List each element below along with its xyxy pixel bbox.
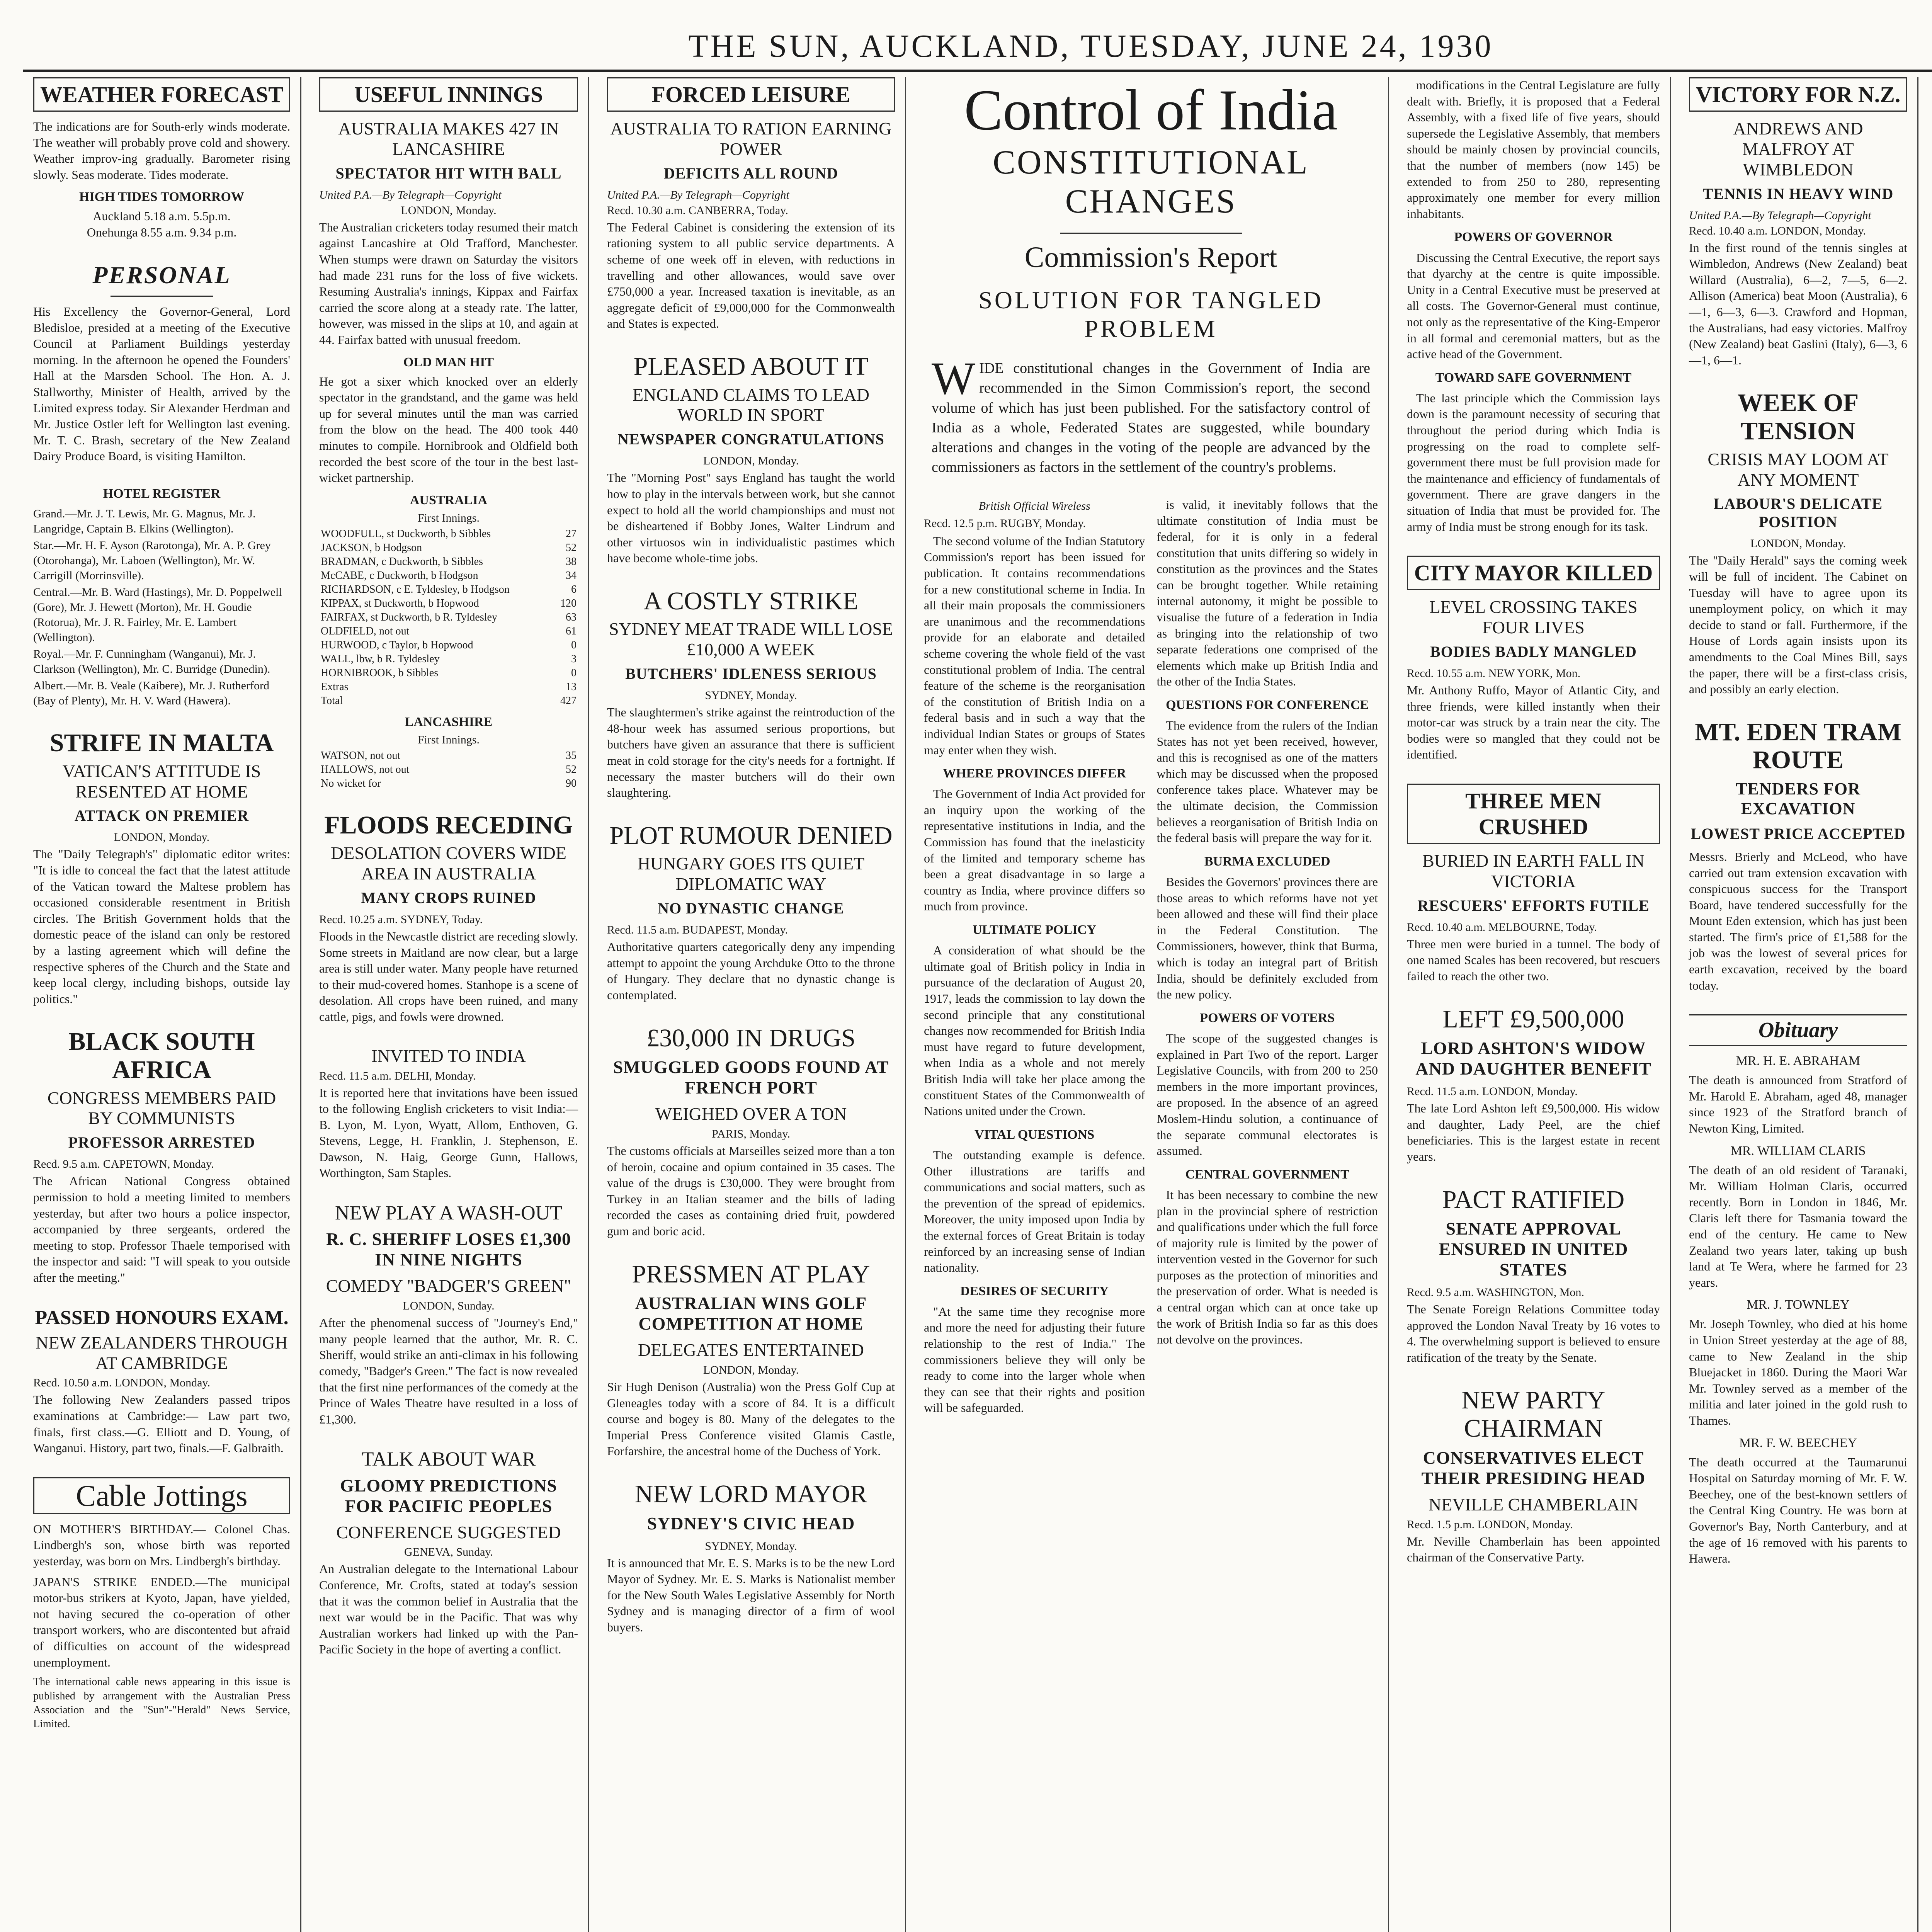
malta-story — [33, 729, 290, 1007]
score-runs: 90 — [566, 777, 577, 789]
left-body: The late Lord Ashton left £9,500,000. His widow and daughter, Lady Peel, are the chief beneficiaries. This is the largest estate in recent years. — [1407, 1101, 1660, 1163]
pressmen-sub: AUSTRALIAN WINS GOLF COMPETITION AT HOME — [635, 1293, 867, 1334]
india-continued — [1407, 77, 1660, 535]
tides-auckland: Auckland 5.18 a.m. 5.5p.m. — [93, 209, 231, 223]
tension-dateline: LONDON, Monday. — [1750, 537, 1846, 550]
obit-body-3: Mr. Joseph Townley, who died at his home in Union Street yesterday at the age of 88, came to New Zealand in the ship Bluejacket in 1860. During the Maori War Mr. Townley served as a member of the militia and later joined in the gold rush to Thames. — [1689, 1317, 1907, 1427]
column-3 — [597, 77, 906, 1932]
floods-head: FLOODS RECEDING — [324, 811, 573, 839]
lead-intro — [932, 352, 1370, 478]
pressmen-head: PRESSMEN AT PLAY — [632, 1260, 870, 1288]
obit-body-4: The death occurred at the Taumarunui Hospital on Saturday morning of Mr. F. W. Beechey, one of the best-known settlers of the Central King Country. He was born at Governor's Bay, North Canterbury, and at the age of 16 removed with his parents to Hawera. — [1689, 1455, 1907, 1566]
obit-name-3: MR. J. TOWNLEY — [1747, 1298, 1850, 1312]
central-head: CENTRAL GOVERNMENT — [1185, 1167, 1349, 1182]
strike-head: A COSTLY STRIKE — [643, 587, 859, 615]
india-cont-body: modifications in the Central Legislature are fully dealt with. Briefly, it is proposed that a Federal Assembly, with a fixed life of five years, should supersede the Legislative Assembly, that members should be mainly chosen by provincial councils, that the number of members (now 145) be extended to from 250 to 280, representing approximately one member for every million inhabitants. — [1407, 78, 1660, 221]
cable-jottings — [33, 1477, 290, 1731]
floods-dateline: Recd. 10.25 a.m. SYDNEY, Today. — [319, 913, 483, 926]
left-story — [1407, 1005, 1660, 1165]
obit-body-2: The death of an old resident of Taranaki, Mr. William Holman Claris, occurred recently. Born in London in 1846, Mr. Claris left there for Tasmania toward the end of the century. He came to New Zealand two years later, taking up bush land at Te Wera, where he farmed for 23 years. — [1689, 1163, 1907, 1289]
hotel-grand: Grand.—Mr. J. T. Lewis, Mr. G. Magnus, Mr. J. Langridge, Captain B. Elkins (Wellington). — [33, 507, 256, 536]
mayor-sydney-story — [607, 1480, 895, 1636]
hotel-royal: Royal.—Mr. F. Cunningham (Wanganui), Mr. J. Clarkson (Wellington), Mr. C. Burridge (Dunedin). — [33, 648, 270, 676]
score-batsman: HORNIBROOK, b Sibbles — [321, 667, 439, 679]
score-row — [319, 763, 578, 777]
lead-solution: SOLUTION FOR TANGLED PROBLEM — [978, 286, 1323, 342]
drugs-sub: SMUGGLED GOODS FOUND AT FRENCH PORT — [613, 1057, 889, 1098]
india-invite-head: INVITED TO INDIA — [371, 1046, 526, 1066]
leisure-story — [607, 77, 895, 332]
crushed-body: Three men were buried in a tunnel. The body of one named Scales has been recovered, but rescuers failed to reach the other two. — [1407, 937, 1660, 983]
pressmen-body: Sir Hugh Denison (Australia) won the Press Golf Cup at Gleneagles today with a score of 84. It is a difficult course and bogey is 80. Many of the delegates to the Imperial Press Conference visited Glamis Castle, Forfarshire, the ancestral home of the Duchess of York. — [607, 1380, 895, 1458]
pleased-sub: ENGLAND CLAIMS TO LEAD WORLD IN SPORT — [633, 384, 869, 425]
personal-body: His Excellency the Governor-General, Lord Bledisloe, presided at a meeting of the Executive Council at Parliament Buildings yesterday morning. In the afternoon he opened the Founders' Hall at the Marsden School. The Hon. A. J. Stallworthy, Minister of Health, arrived by the Limited express today. Sir Alexander Herdman and Mr. Justice Ostler left for Wellington last evening. Mr. T. C. Brash, secretary of the New Zealand Dairy Produce Board, is visiting Hamilton. — [33, 304, 290, 463]
obit-body-1: The death is announced from Stratford of Mr. Harold E. Abraham, aged 48, manager since 1923 of the Stratford branch of Newton King, Limited. — [1689, 1073, 1907, 1136]
lead-subtitle: CONSTITUTIONAL CHANGES — [993, 144, 1309, 220]
ultimate-body: A consideration of what should be the ultimate goal of British policy in India in pursuance of the declaration of August 20, 1917, leads the commission to lay down the second principle that any constitutional changes now recommended for British India must have regard to future development, when India as a whole and not merely British India will take her place among the constituent States of the Commonwealth of Nations united under the Crown. — [924, 943, 1145, 1118]
burma-head: BURMA EXCLUDED — [1204, 854, 1330, 869]
score-runs: 35 — [566, 749, 577, 762]
pleased-dateline: LONDON, Monday. — [703, 454, 799, 468]
sydney-mayor-sub: SYDNEY'S CIVIC HEAD — [647, 1513, 855, 1533]
malta-head: STRIFE IN MALTA — [49, 729, 274, 757]
score-row — [319, 777, 578, 791]
score-runs: 61 — [566, 625, 577, 637]
score-row — [319, 680, 578, 694]
tension-deck: LABOUR'S DELICATE POSITION — [1713, 495, 1883, 531]
hotel-register — [33, 485, 290, 708]
pleased-story — [607, 353, 895, 566]
column-5 — [1397, 77, 1671, 1932]
hotel-star: Star.—Mr. H. F. Ayson (Rarotonga), Mr. A. P. Grey (Otorohanga), Mr. Laboen (Wellington), Mr. W. Carrigill (Morrinsville). — [33, 539, 271, 582]
innings-dateline: LONDON, Monday. — [401, 204, 497, 217]
score-batsman: HURWOOD, c Taylor, b Hopwood — [321, 639, 473, 651]
obituary — [1689, 1014, 1907, 1566]
safe-head: TOWARD SAFE GOVERNMENT — [1435, 370, 1632, 385]
chairman-sub: CONSERVATIVES ELECT THEIR PRESIDING HEAD — [1421, 1447, 1646, 1488]
vital-body: The outstanding example is defence. Other illustrations are tariffs and communications and social matters, such as the prevention of the spread of epidemics. Moreover, the unity imposed upon India by the external forces of Great Britain is today reinforced by an increasing sense of Indian nationality. — [924, 1148, 1145, 1275]
score-row — [319, 611, 578, 624]
innings-head: USEFUL INNINGS — [319, 77, 578, 112]
tension-story — [1689, 389, 1907, 697]
weather-forecast — [33, 77, 290, 241]
tension-sub: CRISIS MAY LOOM AT ANY MOMENT — [1708, 449, 1889, 490]
pressmen-dateline: LONDON, Monday. — [703, 1364, 799, 1377]
floods-sub: DESOLATION COVERS WIDE AREA IN AUSTRALIA — [331, 843, 566, 884]
victory-body: In the first round of the tennis singles at Wimbledon, Andrews (New Zealand) beat Willard (Australia), 6—2, 7—5, 6—2. Allison (America) beat Moon (Australia), 6—1, 6—3, 6—3. Crawford and Hopman, the Australians, had easy victories. Malfroy (New Zealand) beat Gaslini (Italy), 6—3, 6—1, 6—1. — [1689, 240, 1907, 367]
weather-head: WEATHER FORECAST — [33, 77, 290, 112]
governor-head: POWERS OF GOVERNOR — [1454, 230, 1613, 245]
honours-sub: NEW ZEALANDERS THROUGH AT CAMBRIDGE — [36, 1332, 288, 1373]
divider — [1060, 233, 1242, 234]
plot-dateline: Recd. 11.5 a.m. BUDAPEST, Monday. — [607, 923, 788, 937]
lanc-sub: First Innings. — [417, 733, 480, 746]
score-runs: 27 — [566, 527, 577, 540]
india-invite-body: It is reported here that invitations have been issued to the following English cricketers to visit India:—B. Lyon, M. Lyon, Wyatt, Allom, Enthoven, G. Stevens, Legge, H. Franklin, J. Stephenson, E. Dawson, N. Haig, George Gunn, Hallows, Worthington, Sam Staples. — [319, 1085, 578, 1180]
play-deck: COMEDY "BADGER'S GREEN" — [326, 1276, 571, 1296]
africa-deck: PROFESSOR ARRESTED — [68, 1134, 255, 1151]
sydney-mayor-body: It is announced that Mr. E. S. Marks is to be the new Lord Mayor of Sydney. Mr. E. S. Marks is Nationalist member for the New South Wales Legislative Assembly for North Sydney and is managing director of a firm of wool buyers. — [607, 1556, 895, 1634]
hotel-head: HOTEL REGISTER — [103, 486, 221, 501]
play-sub: R. C. SHERIFF LOSES £1,300 IN NINE NIGHTS — [326, 1229, 571, 1270]
score-row — [319, 638, 578, 652]
score-row — [319, 749, 578, 763]
score-runs: 0 — [571, 639, 577, 651]
tram-route-story — [1689, 718, 1907, 994]
chairman-body: Mr. Neville Chamberlain has been appointed chairman of the Conservative Party. — [1407, 1534, 1660, 1565]
city-mayor-story — [1407, 556, 1660, 763]
drugs-head: £30,000 IN DRUGS — [646, 1024, 855, 1052]
play-body: After the phenomenal success of "Journey's End," many people learned that the author, Mr. R. C. Sheriff, would strike an anti-climax in his following comedy, "Badger's Green." The fact is now revealed that the first nine performances of the comedy at the Prince of Wales Theatre have resulted in a loss of £1,300. — [319, 1316, 578, 1426]
left-dateline: Recd. 11.5 a.m. LONDON, Monday. — [1407, 1085, 1578, 1098]
score-runs: 34 — [566, 569, 577, 582]
honours-dateline: Recd. 10.50 a.m. LONDON, Monday. — [33, 1376, 210, 1389]
lead-right-column — [1157, 497, 1378, 1418]
column-7 — [1926, 77, 1932, 1932]
victory-byline: United P.A.—By Telegraph—Copyright — [1689, 209, 1871, 222]
score-runs: 63 — [566, 611, 577, 623]
africa-sub: CONGRESS MEMBERS PAID BY COMMUNISTS — [47, 1088, 276, 1128]
innings-deck: SPECTATOR HIT WITH BALL — [335, 164, 562, 182]
hotel-central: Central.—Mr. B. Ward (Hastings), Mr. D. Poppelwell (Gore), Mr. J. Hewett (Morton), Mr. H. Goudie (Rotorua), Mr. J. R. Fairley, Mr. E. Lambert (Wellington). — [33, 586, 282, 644]
drugs-story — [607, 1024, 895, 1240]
honours-head: PASSED HONOURS EXAM. — [35, 1306, 289, 1329]
score-title: AUSTRALIA — [410, 493, 488, 507]
strike-body: The slaughtermen's strike against the reintroduction of the 48-hour week has assumed serious proportions, but butchers have given an assurance that there is sufficient meat in cold storage for the city's needs for a fortnight. If necessary the master butchers will do their own slaughtering. — [607, 705, 895, 800]
tram-route-body: Messrs. Brierly and McLeod, who have carried out tram extension excavation with conspicuous success for the Transport Board, have tendered successfully for the Mount Eden extension, which has just been started. The firm's price of £1,588 for the job was the lowest of several prices for earth excavation, received by the board today. — [1689, 849, 1907, 992]
score-batsman: OLDFIELD, not out — [321, 625, 410, 637]
score-row — [319, 694, 578, 708]
lead-columns — [924, 497, 1378, 1418]
score-batsman: No wicket for — [321, 777, 381, 789]
plot-story — [607, 822, 895, 1003]
obit-name-1: MR. H. E. ABRAHAM — [1736, 1054, 1861, 1068]
innings-body: The Australian cricketers today resumed their match against Lancashire at Old Trafford, Manchester. When stumps were drawn on Saturday the visitors had made 231 runs for the loss of five wickets. Resuming Australia's innings, Kippax and Fairfax carried the score along at a steady rate. The latter, however, was missed in the slips at 10, and again at 44. Fairfax batted with unusual freedom. — [319, 220, 578, 347]
play-head: NEW PLAY A WASH-OUT — [335, 1202, 562, 1225]
score-row — [319, 666, 578, 680]
victory-deck: TENNIS IN HEAVY WIND — [1702, 185, 1894, 202]
score-batsman: WOODFULL, st Duckworth, b Sibbles — [321, 527, 491, 540]
chairman-head: NEW PARTY CHAIRMAN — [1461, 1386, 1605, 1443]
pact-head: PACT RATIFIED — [1442, 1185, 1625, 1214]
column-1 — [23, 77, 301, 1932]
provinces-body: The Government of India Act provided for an inquiry upon the working of the representative institutions in India, and the Commission has found that the inelasticity of the limited and temporary scheme has been a great disadvantage in so large a country as India, where province differs so much from province. — [924, 787, 1145, 913]
score-row — [319, 583, 578, 597]
score-row — [319, 597, 578, 611]
strike-sub: SYDNEY MEAT TRADE WILL LOSE £10,000 A WEEK — [609, 619, 893, 660]
city-mayor-deck: BODIES BADLY MANGLED — [1430, 643, 1637, 660]
lanc-title: LANCASHIRE — [405, 714, 493, 729]
safe-body: The last principle which the Commission lays down is the paramount necessity of securing that throughout the period during which India is progressing on the road to complete self-government there must be full provision made for the maintenance and efficiency of fundamentals of government. There are grave dangers in the situation of India that must be provided for. The army of India must be strong enough for its task. — [1407, 391, 1660, 534]
tram-route-sub: TENDERS FOR EXCAVATION — [1736, 779, 1861, 818]
leisure-byline: United P.A.—By Telegraph—Copyright — [607, 188, 789, 201]
city-mayor-dateline: Recd. 10.55 a.m. NEW YORK, Mon. — [1407, 667, 1581, 680]
score-batsman: RICHARDSON, c E. Tyldesley, b Hodgson — [321, 583, 510, 595]
score-sub: First Innings. — [417, 511, 480, 524]
column-6 — [1679, 77, 1918, 1932]
vital-head: VITAL QUESTIONS — [975, 1127, 1095, 1142]
obituary-head: Obituary — [1689, 1014, 1907, 1046]
india-invite-story — [319, 1046, 578, 1181]
malta-deck: ATTACK ON PREMIER — [74, 807, 249, 825]
play-story — [319, 1202, 578, 1427]
columns — [23, 77, 1932, 1932]
chairman-story — [1407, 1386, 1660, 1565]
score-batsman: WATSON, not out — [321, 749, 401, 762]
drugs-body: The customs officials at Marseilles seized more than a ton of heroin, cocaine and opium contained in 35 cases. The value of the drugs is £30,000. They were brought from Turkey in an Italian steamer and the bills of lading recorded the cases as containing dried fruit, powdered gum and boric acid. — [607, 1144, 895, 1238]
pleased-head: PLEASED ABOUT IT — [633, 352, 869, 381]
city-mayor-sub: LEVEL CROSSING TAKES FOUR LIVES — [1429, 597, 1638, 638]
score-batsman: McCABE, c Duckworth, b Hodgson — [321, 569, 478, 582]
score-batsman: JACKSON, b Hodgson — [321, 541, 422, 554]
floods-body: Floods in the Newcastle district are receding slowly. Some streets in Maitland are now clear, but a large area is still under water. Many people have returned to their mud-covered homes. Stanhope is a scene of desolation. All crops have been ruined, and many cattle, pigs, and fowls were drowned. — [319, 929, 578, 1024]
score-batsman: KIPPAX, st Duckworth, b Hopwood — [321, 597, 479, 609]
lead-left-body: The second volume of the Indian Statutory Commission's report has been issued for publication. It contains recommendations for a new constitutional scheme in India. In all their main proposals the commissioners are unanimous and the recommendations provide for an elaborate and detailed scheme covering the whole field of the vast constitutional problem of India. The central feature of the scheme is the reorganisation of the constitution of British India on a federal basis and in such a way that the individual Indian States or groups of States may enter when they wish. — [924, 534, 1145, 757]
strike-story — [607, 587, 895, 801]
column-4-lead-story — [914, 77, 1389, 1932]
lead-title: Control of India — [964, 78, 1338, 142]
crushed-head: THREE MEN CRUSHED — [1407, 784, 1660, 844]
ultimate-head: ULTIMATE POLICY — [973, 923, 1097, 937]
city-mayor-body: Mr. Anthony Ruffo, Mayor of Atlantic City, and three friends, were killed instantly when their motor-car was struck by a train near the city. The bodies were so mangled that they could not be identified. — [1407, 683, 1660, 762]
india-invite-dateline: Recd. 11.5 a.m. DELHI, Monday. — [319, 1069, 476, 1082]
voters-body: The scope of the suggested changes is explained in Part Two of the report. Larger Legislative Councils, with from 200 to 250 members in the more important provinces, are proposed. In the absence of an agreed Moslem-Hindu solution, a continuance of the separate communal electorates is assumed. — [1156, 1031, 1378, 1158]
war-story — [319, 1448, 578, 1658]
obit-name-4: MR. F. W. BEECHEY — [1739, 1435, 1857, 1450]
burma-body: Besides the Governors' provinces there are those areas to which reforms have not yet been allowed and these will find their place in the Federal Constitution. The Commissioners, however, think that Burma, which is today an integral part of British India, should be definitely excluded from the new policy. — [1156, 875, 1378, 1002]
floods-story — [319, 811, 578, 1025]
cable-item-1: ON MOTHER'S BIRTHDAY.— Colonel Chas. Lindbergh's son, whose birth was reported yesterday, was born on Mrs. Lindbergh's birthday. — [33, 1522, 290, 1568]
war-head: TALK ABOUT WAR — [361, 1448, 536, 1471]
tension-head: WEEK OF TENSION — [1737, 389, 1859, 446]
governor-body: Discussing the Central Executive, the report says that dyarchy at the centre is quite impossible. Unity in a Central Executive must be preserved at all costs. The Governor-General must continue, not only as the representative of the King-Emperor in all formal and ceremonial matters, but as the active head of the Government. — [1407, 250, 1660, 361]
drop-cap: W — [932, 352, 976, 404]
honours-body: The following New Zealanders passed tripos examinations at Cambridge:— Law part two, finals, first class.—G. Elliott and D. Young, of Wanganui. History, part two, finals.—F. Galbraith. — [33, 1393, 290, 1455]
score-batsman: BRADMAN, c Duckworth, b Sibbles — [321, 555, 483, 568]
honours-story — [33, 1307, 290, 1456]
score-runs: 427 — [560, 694, 577, 707]
provinces-head: WHERE PROVINCES DIFFER — [943, 766, 1126, 781]
score-batsman: FAIRFAX, st Duckworth, b R. Tyldesley — [321, 611, 497, 623]
score-row — [319, 569, 578, 583]
lanc-scorecard — [319, 749, 578, 791]
desires-head: DESIRES OF SECURITY — [960, 1284, 1109, 1298]
desires-body: "At the same time they recognise more and more the need for adjusting their future relationship to the rest of India." The commissioners believe they will only be ready to come into the larger whole when they can see that their rights and position will be safeguarded. — [924, 1304, 1145, 1415]
lead-report: Commission's Report — [1024, 241, 1277, 274]
divider — [111, 296, 213, 297]
tram-route-deck: LOWEST PRICE ACCEPTED — [1690, 825, 1906, 842]
africa-dateline: Recd. 9.5 a.m. CAPETOWN, Monday. — [33, 1158, 214, 1171]
weather-body: The indications are for South-erly winds moderate. The weather will probably prove cold and showery. Weather improv-ing gradually. Barometer rising slowly. Seas moderate. Tides moderate. — [33, 119, 290, 182]
war-dateline: GENEVA, Sunday. — [404, 1546, 493, 1559]
score-batsman: WALL, lbw, b R. Tyldesley — [321, 653, 440, 665]
city-mayor-head: CITY MAYOR KILLED — [1407, 556, 1660, 590]
pressmen-deck: DELEGATES ENTERTAINED — [638, 1340, 864, 1360]
lead-left-column — [924, 497, 1145, 1418]
cable-note: The international cable news appearing in this issue is published by arrangement with the Australian Press Association and the "Sun"-"Herald" News Service, Limited. — [33, 1676, 290, 1730]
leisure-dateline: Recd. 10.30 a.m. CANBERRA, Today. — [607, 204, 788, 217]
score-batsman: HALLOWS, not out — [321, 763, 410, 776]
war-deck: CONFERENCE SUGGESTED — [336, 1522, 561, 1542]
malta-dateline: LONDON, Monday. — [114, 831, 210, 844]
crushed-sub: BURIED IN EARTH FALL IN VICTORIA — [1422, 850, 1645, 891]
plot-body: Authoritative quarters categorically deny any impending attempt to appoint the young Archduke Otto to the throne of Hungary. They declare that no dynastic change is contemplated. — [607, 940, 895, 1002]
score-row — [319, 624, 578, 638]
score-batsman: Extras — [321, 680, 349, 693]
war-body: An Australian delegate to the International Labour Conference, Mr. Crofts, stated at today's session that it was the common belief in Australia that the next war would be in the Pacific. That was why Australian workers had linked up with the Pan-Pacific Society in the hope of averting a conflict. — [319, 1562, 578, 1656]
plot-sub: HUNGARY GOES ITS QUIET DIPLOMATIC WAY — [637, 854, 865, 894]
obit-name-2: MR. WILLIAM CLARIS — [1730, 1143, 1866, 1158]
score-runs: 13 — [566, 680, 577, 693]
lead-dateline: Recd. 12.5 p.m. RUGBY, Monday. — [924, 517, 1086, 530]
score-runs: 38 — [566, 555, 577, 568]
crushed-dateline: Recd. 10.40 a.m. MELBOURNE, Today. — [1407, 920, 1597, 934]
malta-sub: VATICAN'S ATTITUDE IS RESENTED AT HOME — [62, 761, 261, 801]
personal-head: PERSONAL — [92, 261, 231, 289]
malta-body: The "Daily Telegraph's" diplomatic editor writes: "It is idle to conceal the fact that the latest attitude of the Vatican toward the Maltese problem has occasioned considerable resentment in British circles. The British Government holds that the domestic peace of the island can only be restored by a lasting agreement which will define the respective spheres of the Church and the State and keep local clergy, including bishops, outside lay politics." — [33, 847, 290, 1006]
pact-sub: SENATE APPROVAL ENSURED IN UNITED STATES — [1439, 1219, 1628, 1280]
innings-story — [319, 77, 578, 791]
score-row — [319, 652, 578, 666]
chairman-dateline: Recd. 1.5 p.m. LONDON, Monday. — [1407, 1518, 1573, 1531]
score-row — [319, 555, 578, 569]
war-sub: GLOOMY PREDICTIONS FOR PACIFIC PEOPLES — [340, 1475, 557, 1516]
drugs-dateline: PARIS, Monday. — [712, 1128, 790, 1141]
leisure-sub: AUSTRALIA TO RATION EARNING POWER — [610, 119, 892, 159]
questions-head: QUESTIONS FOR CONFERENCE — [1166, 697, 1369, 712]
masthead — [23, 0, 1932, 72]
tides-onehunga: Onehunga 8.55 a.m. 9.34 p.m. — [87, 225, 237, 239]
pleased-body: The "Morning Post" says England has taught the world how to play in the intervals between work, but she cannot expect to hold all the world championships and must not be disheartened if Bobby Jones, Walter Lindrum and other virtuosos win in individualistic pastimes which have become whole-time jobs. — [607, 471, 895, 565]
sydney-mayor-head: NEW LORD MAYOR — [634, 1480, 867, 1509]
hotel-albert: Albert.—Mr. B. Veale (Kaibere), Mr. J. Rutherford (Bay of Plenty), Mr. H. V. Ward (Hawera). — [33, 679, 269, 707]
leisure-head: FORCED LEISURE — [607, 77, 895, 112]
pact-dateline: Recd. 9.5 a.m. WASHINGTON, Mon. — [1407, 1286, 1584, 1299]
score-batsman: Total — [321, 694, 343, 707]
score-runs: 120 — [560, 597, 577, 609]
masthead-title: THE SUN, AUCKLAND, TUESDAY, JUNE 24, 1930 — [688, 28, 1493, 64]
sydney-mayor-dateline: SYDNEY, Monday. — [705, 1539, 797, 1553]
lead-intro-text: IDE constitutional changes in the Government of India are recommended in the Simon Commission's report, the second volume of which has just been published. For the satisfactory control of India as a whole, Federated States are suggested, while boundary alterations and changes in the voting of the people are advanced by the commissioners as factors in the settlement of the country's problems. — [932, 360, 1370, 476]
leisure-deck: DEFICITS ALL ROUND — [663, 164, 838, 182]
africa-body: The African National Congress obtained permission to hold a meeting limited to members yesterday, but after two hours a police inspector, accompanied by three sergeants, ordered the meeting to stop. Professor Thaele temporised with the inspector and said: "I will speak to you outside after the meeting." — [33, 1174, 290, 1284]
victory-dateline: Recd. 10.40 a.m. LONDON, Monday. — [1689, 224, 1866, 237]
pleased-deck: NEWSPAPER CONGRATULATIONS — [617, 430, 884, 448]
pressmen-story — [607, 1260, 895, 1459]
pact-body: The Senate Foreign Relations Committee today approved the London Naval Treaty by 16 votes to 4. The overwhelming support is believed to ensure ratification of the treaty by the Senate. — [1407, 1302, 1660, 1364]
plot-head: PLOT RUMOUR DENIED — [609, 821, 893, 850]
victory-story — [1689, 77, 1907, 368]
innings-sub: AUSTRALIA MAKES 427 IN LANCASHIRE — [338, 119, 559, 159]
score-runs: 52 — [566, 763, 577, 776]
central-body: It has been necessary to combine the new plan in the provincial sphere of restriction and qualifications under which the full force of majority rule is limited by the power of intervention vested in the Governor for such purposes as the protection of minorities and the preservation of order. What is needed is a central organ which can at once take up the work of British India so far as this does not devolve on the provinces. — [1156, 1187, 1378, 1347]
tides-head: HIGH TIDES TOMORROW — [79, 190, 244, 204]
pact-story — [1407, 1186, 1660, 1366]
crushed-deck: RESCUERS' EFFORTS FUTILE — [1417, 896, 1650, 914]
lead-byline: British Official Wireless — [978, 499, 1090, 512]
floods-deck: MANY CROPS RUINED — [361, 889, 536, 907]
cable-item-2: JAPAN'S STRIKE ENDED.—The municipal motor-bus strikers at Kyoto, Japan, have yielded, not having secured the co-operation of other transport workers, who are discontented but afraid of difficulties on account of the widespread unemployment. — [33, 1575, 290, 1669]
africa-head: BLACK SOUTH AFRICA — [68, 1027, 255, 1084]
tension-body: The "Daily Herald" says the coming week will be full of incident. The Cabinet on Tuesday will have to agree upon its unemployment policy, on which it may decide to stand or fall. Furthermore, if the House of Lords again insists upon its amendments to the Coal Mines Bill, says the paper, there will be a first-class crisis, and possibly an early election. — [1689, 553, 1907, 696]
lead-right-body: is valid, it inevitably follows that the ultimate constitution of India must be federal, for it is only in a federal constitution that units differing so widely in constitution as the provinces and the States can be brought together. While retaining internal autonomy, it might be possible to visualise the future of a federation in India as bringing into the relationship of two separate federations one comprised of the elements which make up British India and the other of the India States. — [1156, 497, 1378, 689]
tram-route-head: MT. EDEN TRAM ROUTE — [1695, 718, 1901, 774]
score-runs: 6 — [571, 583, 577, 595]
aus-scorecard — [319, 527, 578, 708]
play-dateline: LONDON, Sunday. — [403, 1299, 495, 1313]
score-runs: 0 — [571, 667, 577, 679]
crushed-story — [1407, 784, 1660, 985]
cable-head: Cable Jottings — [33, 1477, 290, 1514]
score-row — [319, 541, 578, 555]
personal — [33, 262, 290, 464]
strike-dateline: SYDNEY, Monday. — [705, 689, 797, 702]
score-runs: 52 — [566, 541, 577, 554]
chairman-deck: NEVILLE CHAMBERLAIN — [1429, 1494, 1638, 1514]
innings-byline: United P.A.—By Telegraph—Copyright — [319, 188, 502, 201]
score-row — [319, 527, 578, 541]
oldman-body: He got a sixer which knocked over an elderly spectator in the grandstand, and the game was held up for several minutes until the man was carried from the blow on the head. The 400 took 440 minutes to compile. Hornibrook and Oldfield both recorded the best score of the tour in the best last-wicket partnership. — [319, 374, 578, 485]
column-2 — [309, 77, 589, 1932]
oldman-head: OLD MAN HIT — [403, 355, 494, 369]
victory-head: VICTORY FOR N.Z. — [1689, 77, 1907, 112]
score-runs: 3 — [571, 653, 577, 665]
victory-sub: ANDREWS AND MALFROY AT WIMBLEDON — [1733, 119, 1863, 179]
plot-deck: NO DYNASTIC CHANGE — [658, 900, 844, 917]
questions-body: The evidence from the rulers of the Indian States has not yet been received, however, and this is recognised as one of the matters which may be discussed when the proposed conference takes place. Whatever may be the ultimate decision, the Commission believes a reorganisation of British India on the federal basis will prepare the way for it. — [1156, 718, 1378, 845]
leisure-body: The Federal Cabinet is considering the extension of its rationing system to all public service departments. A scheme of one week off in eleven, with reductions in travelling and other allowances, would save over £750,000 a year. Increased taxation is inevitable, as an aggregate deficit of £9,000,000 for the Commonwealth and States is expected. — [607, 220, 895, 331]
voters-head: POWERS OF VOTERS — [1200, 1010, 1335, 1025]
left-sub: LORD ASHTON'S WIDOW AND DAUGHTER BENEFIT — [1415, 1038, 1651, 1079]
africa-story — [33, 1028, 290, 1286]
left-head: LEFT £9,500,000 — [1442, 1005, 1624, 1033]
strike-deck: BUTCHERS' IDLENESS SERIOUS — [625, 665, 877, 683]
drugs-deck: WEIGHED OVER A TON — [655, 1104, 847, 1124]
